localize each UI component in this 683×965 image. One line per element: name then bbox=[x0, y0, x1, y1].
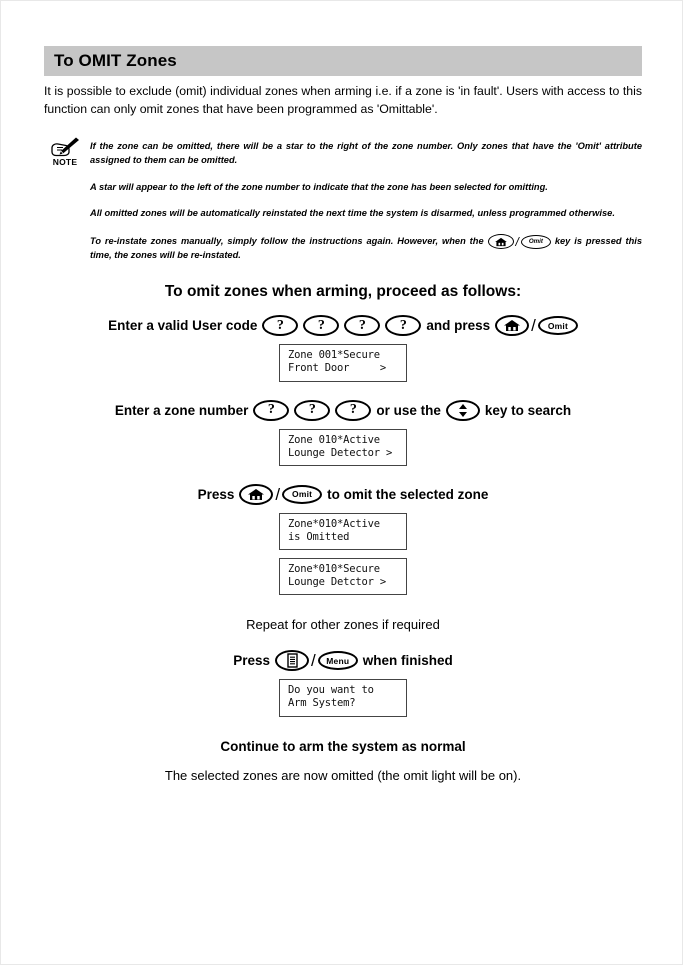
omit-key: Omit bbox=[521, 235, 551, 249]
question-key-3[interactable]: ? bbox=[344, 315, 380, 336]
step-2-suffix: key to search bbox=[484, 402, 572, 418]
note-block bbox=[44, 133, 642, 264]
lcd-5-line-1: Do you want to bbox=[288, 684, 374, 697]
lcd-2-line-2: Lounge Detector > bbox=[288, 446, 393, 459]
home-icon[interactable] bbox=[239, 484, 273, 505]
continue-text: Continue to arm the system as normal bbox=[220, 738, 466, 754]
repeat-instruction-line bbox=[44, 617, 642, 632]
final-note-line bbox=[44, 768, 642, 783]
key-pair-home-omit-1 bbox=[495, 315, 578, 336]
question-key-3[interactable]: ? bbox=[335, 400, 371, 421]
repeat-text: Repeat for other zones if required bbox=[246, 617, 440, 633]
step-3-suffix: to omit the selected zone bbox=[327, 486, 489, 502]
key-separator-slash: / bbox=[275, 484, 281, 504]
step-3-line bbox=[44, 484, 642, 505]
lcd-display-4 bbox=[279, 558, 407, 595]
lcd-display-3 bbox=[279, 513, 407, 550]
lcd-display-5-wrapper bbox=[44, 679, 642, 716]
up-down-arrow-icon[interactable] bbox=[446, 400, 480, 421]
section-title-bar bbox=[44, 46, 642, 76]
lcd-2-line-1: Zone 010*Active bbox=[288, 433, 380, 446]
note-paragraph-4 bbox=[90, 234, 642, 263]
lcd-display-1-wrapper bbox=[44, 344, 642, 381]
note-label: NOTE bbox=[52, 156, 78, 167]
omit-key[interactable]: Omit bbox=[538, 316, 578, 335]
question-key-1[interactable]: ? bbox=[253, 400, 289, 421]
intro-paragraph: It is possible to exclude (omit) individual zones when arming i.e. if a zone is 'in fault'. Users with access to this function can only omit zones that have been programmed as 'Omittable'. bbox=[44, 84, 642, 116]
key-pair-menu bbox=[275, 650, 358, 671]
step-1-prefix: Enter a valid User code bbox=[108, 318, 258, 334]
lcd-display-2 bbox=[279, 429, 407, 466]
final-note-text: The selected zones are now omitted (the omit light will be on). bbox=[164, 767, 522, 783]
note-paragraph-1: If the zone can be omitted, there will be a star to the right of the zone number. Only zones that have the 'Omit' attribute assigned to them can be omitted. bbox=[90, 140, 642, 165]
key-separator-slash: / bbox=[531, 316, 536, 336]
menu-list-icon[interactable] bbox=[275, 650, 309, 671]
step-4-prefix: Press bbox=[233, 653, 271, 669]
step-1-line bbox=[44, 315, 642, 336]
step-3-prefix: Press bbox=[197, 486, 235, 502]
lcd-display-1 bbox=[279, 344, 407, 381]
lcd-4-line-2: Lounge Detctor > bbox=[288, 576, 386, 589]
hand-with-pen-icon bbox=[44, 136, 86, 158]
omit-key[interactable]: Omit bbox=[282, 485, 322, 504]
question-key-2[interactable]: ? bbox=[303, 315, 339, 336]
question-key-1[interactable]: ? bbox=[262, 315, 298, 336]
key-pair-home-omit-inline bbox=[488, 234, 551, 249]
note-icon-container bbox=[44, 133, 86, 167]
step-4-line bbox=[44, 650, 642, 671]
steps-heading: To omit zones when arming, proceed as follows: bbox=[164, 283, 522, 301]
lcd-3-line-1: Zone*010*Active bbox=[288, 517, 380, 530]
lcd-4-line-1: Zone*010*Secure bbox=[288, 563, 380, 576]
key-separator-slash: / bbox=[311, 651, 316, 671]
step-2-middle: or use the bbox=[376, 402, 441, 418]
question-key-2[interactable]: ? bbox=[294, 400, 330, 421]
key-separator-slash: / bbox=[515, 234, 519, 249]
lcd-1-line-2: Front Door > bbox=[288, 362, 386, 375]
note-reinstate-prefix: To re-instate zones manually, simply follow the instructions again. However, when the bbox=[90, 236, 484, 247]
home-icon bbox=[488, 234, 514, 249]
lcd-5-line-2: Arm System? bbox=[288, 697, 356, 710]
step-2-line bbox=[44, 400, 642, 421]
note-paragraph-2: A star will appear to the left of the zone number to indicate that the zone has been selected for omitting. bbox=[90, 181, 548, 192]
continue-instruction-line bbox=[44, 739, 642, 754]
step-2-prefix: Enter a zone number bbox=[114, 402, 249, 418]
note-paragraphs bbox=[86, 133, 642, 264]
note-paragraph-3: All omitted zones will be automatically reinstated the next time the system is disarmed, unless programmed otherwise. bbox=[90, 208, 615, 219]
menu-key[interactable]: Menu bbox=[318, 651, 358, 670]
home-icon[interactable] bbox=[495, 315, 529, 336]
lcd-1-line-1: Zone 001*Secure bbox=[288, 349, 380, 362]
question-key-4[interactable]: ? bbox=[385, 315, 421, 336]
step-4-suffix: when finished bbox=[362, 653, 453, 669]
lcd-display-5 bbox=[279, 679, 407, 716]
lcd-display-2-wrapper bbox=[44, 429, 642, 466]
page-title: To OMIT Zones bbox=[54, 51, 177, 70]
steps-section bbox=[44, 283, 642, 782]
lcd-display-4-wrapper bbox=[44, 558, 642, 595]
key-pair-home-omit-2 bbox=[239, 484, 322, 505]
step-1-suffix: and press bbox=[426, 318, 491, 334]
lcd-3-line-2: is Omitted bbox=[288, 530, 350, 543]
note-reinstate-suffix: key is pressed this time, the zones will be re-instated. bbox=[90, 236, 642, 261]
lcd-display-3-wrapper bbox=[44, 513, 642, 550]
